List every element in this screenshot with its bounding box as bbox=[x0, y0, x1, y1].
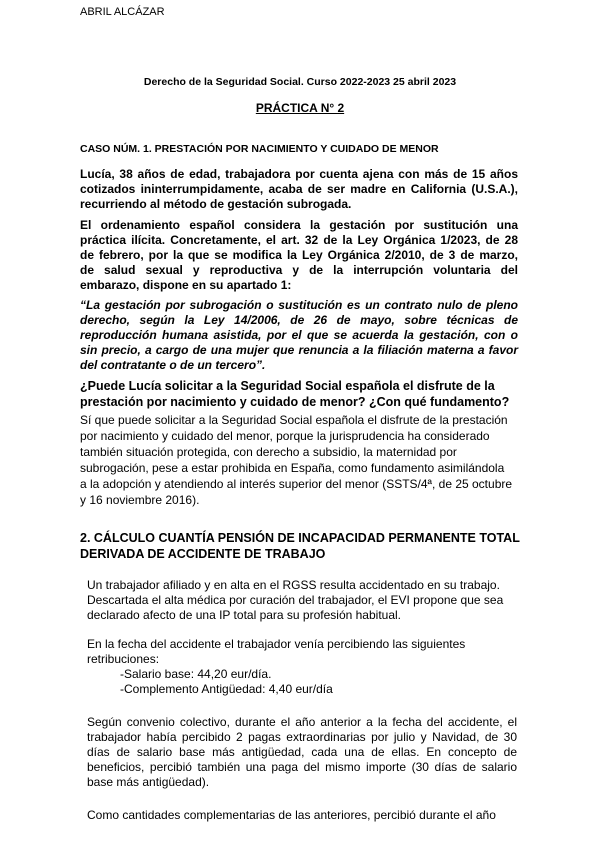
text-line: retribuciones: bbox=[87, 652, 160, 666]
text-line: cotizados ininterrumpidamente, acaba de ser madre en California (U.S.A.), bbox=[80, 182, 518, 196]
text-line: En la fecha del accidente el trabajador venía percibiendo las siguientes bbox=[87, 637, 466, 651]
text-line: derecho, según la Ley 14/2006, de 26 de mayo, sobre técnicas de bbox=[80, 313, 518, 327]
caso2-paragraph-3 bbox=[87, 715, 517, 790]
text-line: embarazo, dispone en su apartado 1: bbox=[80, 278, 292, 292]
document-header: Derecho de la Seguridad Social. Curso 2022-2023 25 abril 2023 bbox=[143, 76, 457, 88]
text-line: también situación protegida, con derecho a subsidio, la maternidad por bbox=[80, 445, 457, 459]
caso2-paragraph-2 bbox=[87, 637, 517, 697]
text-line: Lucía, 38 años de edad, trabajadora por cuenta ajena con más de 15 años bbox=[80, 167, 518, 181]
text-line: base más antigüedad). bbox=[87, 775, 210, 789]
author-name: ABRIL ALCÁZAR bbox=[80, 6, 165, 18]
caso1-question bbox=[80, 378, 520, 410]
caso2-title bbox=[80, 530, 520, 562]
text-line: a la adopción y atendiendo al interés superior del menor (SSTS/4ª, de 25 octubre bbox=[80, 477, 513, 491]
text-line: 2. CÁLCULO CUANTÍA PENSIÓN DE INCAPACIDAD PERMANENTE TOTAL bbox=[80, 531, 520, 545]
text-line: prestación por nacimiento y cuidado de menor? ¿Con qué fundamento? bbox=[80, 395, 510, 409]
caso2-paragraph-4 bbox=[87, 808, 517, 823]
caso2-paragraph-1 bbox=[87, 578, 517, 623]
text-line: reproducción humana asistida, por el que se acuerda la gestación, con o bbox=[80, 328, 518, 342]
text-line: por nacimiento y cuidado del menor, porque la jurisprudencia ha considerado bbox=[80, 429, 490, 443]
text-line: de febrero, por la que se modifica la Ley Orgánica 2/2010, de 3 de marzo, bbox=[80, 248, 518, 262]
text-line: beneficios, percibió también una paga del mismo importe (30 días de salario bbox=[87, 760, 517, 774]
list-item: -Salario base: 44,20 eur/día. bbox=[120, 667, 272, 681]
text-line: trabajador había percibido 2 pagas extraordinarias por julio y Navidad, de 30 bbox=[87, 730, 517, 744]
text-line: declarado afecto de una IP total para su profesión habitual. bbox=[87, 608, 401, 622]
text-line: del contratante o de un tercero”. bbox=[80, 358, 266, 372]
text-line: Un trabajador afiliado y en alta en el RGSS resulta accidentado en su trabajo. bbox=[87, 578, 500, 592]
text-line: subrogación, pese a estar prohibida en España, como fundamento asimilándola bbox=[80, 461, 505, 475]
text-line: de salud sexual y reproductiva y de la interrupción voluntaria del bbox=[80, 263, 518, 277]
practica-title: PRÁCTICA N° 2 bbox=[255, 101, 345, 115]
caso1-title: CASO NÚM. 1. PRESTACIÓN POR NACIMIENTO Y CUIDADO DE MENOR bbox=[80, 143, 439, 155]
list-item: -Complemento Antigüedad: 4,40 eur/día bbox=[120, 682, 333, 696]
caso1-answer bbox=[80, 412, 520, 508]
caso1-law bbox=[80, 218, 518, 293]
text-line: ¿Puede Lucía solicitar a la Seguridad Social española el disfrute de la bbox=[80, 379, 495, 393]
text-line: Descartada el alta médica por curación del trabajador, el EVI propone que sea bbox=[87, 593, 504, 607]
caso1-intro bbox=[80, 167, 518, 212]
text-line: “La gestación por subrogación o sustitución es un contrato nulo de pleno bbox=[80, 298, 518, 312]
text-line: recurriendo al método de gestación subrogada. bbox=[80, 197, 352, 211]
text-line: Como cantidades complementarias de las anteriores, percibió durante el año bbox=[87, 808, 496, 822]
text-line: días de salario base más antigüedad, cada una de ellas. En concepto de bbox=[87, 745, 517, 759]
text-line: sin precio, a cargo de una mujer que renuncia a la filiación materna a favor bbox=[80, 343, 518, 357]
text-line: El ordenamiento español considera la gestación por sustitución una bbox=[80, 218, 518, 232]
text-line: y 16 noviembre 2016). bbox=[80, 493, 200, 507]
text-line: Sí que puede solicitar a la Seguridad Social española el disfrute de la prestación bbox=[80, 413, 508, 427]
caso1-quote bbox=[80, 298, 518, 373]
text-line: Según convenio colectivo, durante el año anterior a la fecha del accidente, el bbox=[87, 715, 517, 729]
text-line: DERIVADA DE ACCIDENTE DE TRABAJO bbox=[80, 547, 326, 561]
text-line: práctica ilícita. Concretamente, el art. 32 de la Ley Orgánica 1/2023, de 28 bbox=[80, 233, 518, 247]
